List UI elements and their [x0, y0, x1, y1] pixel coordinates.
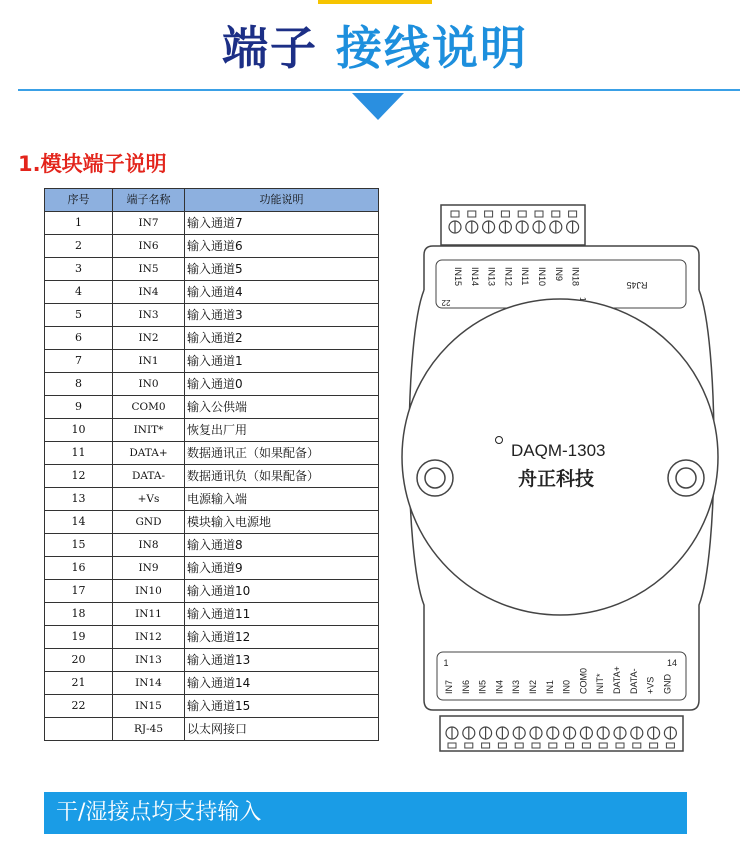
- terminal-name: IN9: [113, 557, 185, 580]
- function-description: 输入通道0: [185, 373, 379, 396]
- row-number: 7: [45, 350, 113, 373]
- terminal-name: IN14: [113, 672, 185, 695]
- row-number: 12: [45, 465, 113, 488]
- terminal-name: RJ-45: [113, 718, 185, 741]
- row-number: 6: [45, 327, 113, 350]
- terminal-slot: [633, 743, 641, 748]
- row-number: 14: [45, 511, 113, 534]
- header-name: 端子名称: [113, 189, 185, 212]
- terminal-slot: [650, 743, 658, 748]
- terminal-slot: [451, 211, 459, 217]
- terminal-slot: [616, 743, 624, 748]
- row-number: 3: [45, 258, 113, 281]
- terminal-name: IN4: [113, 281, 185, 304]
- terminal-slot: [518, 211, 526, 217]
- bottom-channel-label: IN7: [444, 679, 454, 694]
- function-description: 输入通道9: [185, 557, 379, 580]
- function-description: 数据通讯正（如果配备）: [185, 442, 379, 465]
- terminal-slot: [532, 743, 540, 748]
- function-description: 输入通道12: [185, 626, 379, 649]
- bottom-terminal-block: [440, 716, 683, 751]
- header-no: 序号: [45, 189, 113, 212]
- function-description: 输入通道10: [185, 580, 379, 603]
- bottom-pin-last-label: 14: [666, 658, 678, 668]
- function-description: 恢复出厂用: [185, 419, 379, 442]
- function-description: 电源输入端: [185, 488, 379, 511]
- row-number: 18: [45, 603, 113, 626]
- row-number: 5: [45, 304, 113, 327]
- top-channel-label: IN18: [570, 267, 581, 287]
- terminal-name: IN10: [113, 580, 185, 603]
- terminal-name: IN11: [113, 603, 185, 626]
- top-terminal-block: [441, 205, 585, 245]
- top-channel-label: IN15: [453, 267, 463, 287]
- bottom-channel-label: DATA+: [612, 666, 622, 694]
- terminal-name: IN13: [113, 649, 185, 672]
- bottom-channel-label: +VS: [645, 676, 656, 694]
- terminal-slot: [515, 743, 523, 748]
- function-description: 输入通道8: [185, 534, 379, 557]
- row-number: 9: [45, 396, 113, 419]
- function-description: 输入通道5: [185, 258, 379, 281]
- row-number: 8: [45, 373, 113, 396]
- terminal-name: IN7: [113, 212, 185, 235]
- status-led-icon: [496, 437, 503, 444]
- terminal-slot: [482, 743, 490, 748]
- function-description: 输入通道7: [185, 212, 379, 235]
- terminal-name: IN5: [113, 258, 185, 281]
- bottom-channel-label: DATA-: [628, 668, 639, 694]
- bottom-channel-label: IN4: [494, 679, 505, 694]
- terminal-name: IN6: [113, 235, 185, 258]
- row-number: 1: [45, 212, 113, 235]
- function-description: 输入通道13: [185, 649, 379, 672]
- bottom-channel-label: IN3: [511, 679, 522, 694]
- terminal-slot: [582, 743, 590, 748]
- terminal-slot: [501, 211, 509, 217]
- terminal-slot: [468, 211, 476, 217]
- left-mount-hole-inner: [425, 468, 445, 488]
- terminal-slot: [465, 743, 473, 748]
- row-number: 22: [45, 695, 113, 718]
- terminal-slot: [549, 743, 557, 748]
- row-number: 21: [45, 672, 113, 695]
- row-number: 15: [45, 534, 113, 557]
- terminal-name: INIT*: [113, 419, 185, 442]
- terminal-name: GND: [113, 511, 185, 534]
- bottom-channel-label: IN6: [460, 679, 471, 694]
- row-number: 10: [45, 419, 113, 442]
- row-number: 16: [45, 557, 113, 580]
- row-number: 17: [45, 580, 113, 603]
- terminal-name: +Vs: [113, 488, 185, 511]
- bottom-channel-label: IN5: [477, 679, 488, 694]
- terminal-name: IN3: [113, 304, 185, 327]
- rj45-label: RJ45: [626, 280, 648, 290]
- bottom-channel-label: INIT*: [595, 673, 606, 694]
- terminal-slot: [498, 743, 506, 748]
- row-number: 13: [45, 488, 113, 511]
- row-number: 2: [45, 235, 113, 258]
- function-description: 输入通道11: [185, 603, 379, 626]
- row-number: 4: [45, 281, 113, 304]
- terminal-name: IN12: [113, 626, 185, 649]
- terminal-name: IN15: [113, 695, 185, 718]
- function-description: 数据通讯负（如果配备）: [185, 465, 379, 488]
- function-description: 输入通道2: [185, 327, 379, 350]
- terminal-slot: [666, 743, 674, 748]
- terminal-name: IN1: [113, 350, 185, 373]
- terminal-slot: [569, 211, 577, 217]
- top-pin-first-label: 22: [441, 298, 451, 307]
- terminal-slot: [448, 743, 456, 748]
- terminal-name: DATA+: [113, 442, 185, 465]
- terminal-name: DATA-: [113, 465, 185, 488]
- terminal-name: IN2: [113, 327, 185, 350]
- right-mount-hole-inner: [676, 468, 696, 488]
- row-number: 11: [45, 442, 113, 465]
- row-number: 19: [45, 626, 113, 649]
- title-part-dark: 端子: [221, 21, 318, 75]
- device-model: DAQM-1303: [511, 441, 606, 460]
- bottom-pin-first-label: 1: [443, 658, 449, 668]
- top-channel-label: IN11: [520, 267, 531, 286]
- feature-banner-text: 干/湿接点均支持输入: [56, 800, 262, 825]
- section-title: 1.模块端子说明: [18, 152, 167, 176]
- top-channel-label: IN14: [469, 267, 480, 287]
- top-channel-label: IN10: [537, 267, 547, 287]
- bottom-channel-label: COM0: [578, 667, 589, 694]
- function-description: 输入通道1: [185, 350, 379, 373]
- top-channel-label: IN12: [503, 267, 514, 287]
- header-function: 功能说明: [185, 189, 379, 212]
- function-description: 输入通道4: [185, 281, 379, 304]
- bottom-channel-label: IN0: [561, 679, 572, 694]
- device-brand: 舟正科技: [517, 469, 595, 490]
- bottom-channel-label: GND: [662, 674, 673, 694]
- terminal-slot: [599, 743, 607, 748]
- function-description: 输入通道3: [185, 304, 379, 327]
- terminal-name: IN8: [113, 534, 185, 557]
- function-description: 输入通道6: [185, 235, 379, 258]
- terminal-slot: [535, 211, 543, 217]
- row-number: 20: [45, 649, 113, 672]
- terminal-slot: [566, 743, 574, 748]
- function-description: 模块输入电源地: [185, 511, 379, 534]
- terminal-name: IN0: [113, 373, 185, 396]
- function-description: 以太网接口: [185, 718, 379, 741]
- terminal-slot: [552, 211, 560, 217]
- terminal-slot: [485, 211, 493, 217]
- bottom-channel-label: IN1: [544, 679, 555, 694]
- function-description: 输入通道15: [185, 695, 379, 718]
- terminal-name: COM0: [113, 396, 185, 419]
- top-channel-label: IN9: [553, 267, 564, 282]
- title-part-accent: 接线说明: [336, 21, 528, 75]
- function-description: 输入公供端: [185, 396, 379, 419]
- bottom-channel-label: IN2: [528, 679, 538, 694]
- top-channel-label: IN13: [486, 267, 497, 287]
- function-description: 输入通道14: [185, 672, 379, 695]
